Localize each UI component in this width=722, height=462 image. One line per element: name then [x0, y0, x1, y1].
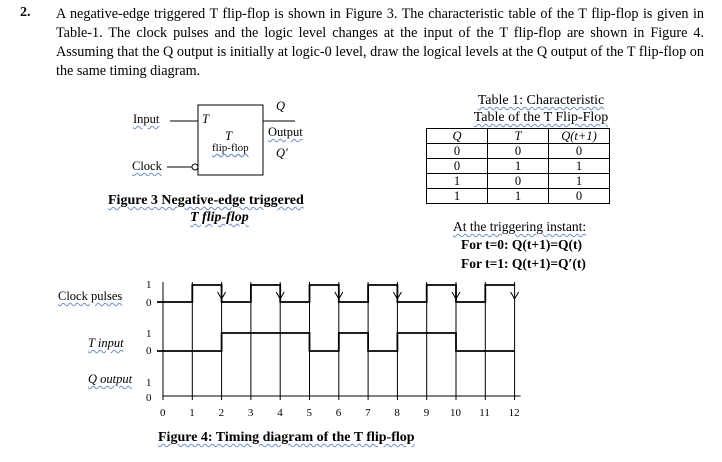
- time-tick-label: 5: [306, 407, 312, 419]
- rule-t0: For t=0: Q(t+1)=Q(t): [461, 237, 583, 252]
- t-pin-label: T: [202, 112, 209, 126]
- clock-level-low: 0: [146, 297, 152, 309]
- block-name: T: [225, 129, 232, 143]
- table-cell: 0: [427, 144, 488, 159]
- time-tick-label: 6: [335, 407, 342, 419]
- clock-label: Clock: [132, 159, 162, 173]
- t-level-high: 1: [146, 328, 152, 340]
- table-header: Q: [427, 129, 488, 144]
- t-level-low: 0: [146, 345, 152, 357]
- input-label: Input: [133, 112, 160, 126]
- table-cell: 1: [427, 189, 488, 204]
- table-cell: 0: [427, 159, 488, 174]
- time-tick-label: 9: [423, 407, 430, 419]
- t-input-label: T input: [88, 336, 124, 350]
- q-label: Q: [276, 99, 286, 113]
- clock-level-high: 1: [146, 279, 152, 291]
- time-tick-label: 0: [160, 407, 166, 419]
- time-tick-label: 7: [365, 407, 371, 419]
- output-label: Output: [268, 125, 303, 139]
- block-subtitle: flip-flop: [212, 142, 249, 154]
- figure3-caption: Figure 3 Negative-edge triggered: [108, 193, 304, 208]
- table-cell: 1: [488, 189, 549, 204]
- question-text: A negative-edge triggered T flip-flop is shown in Figure 3. The characteristic table of the T flip-flop is given in Table-1. The clock pulses and the logic level changes at the input of the T flip-flop are shown in Figure 4. Assuming that the Q output is initially at logic-0 level, draw the logical levels at the Q output of the T flip-flop on the same timing diagram.: [56, 6, 704, 79]
- q-level-high: 1: [146, 377, 152, 389]
- table-cell: 1: [549, 174, 610, 189]
- table-header: T: [488, 129, 549, 144]
- figure3-caption-line2: T flip-flop: [190, 210, 249, 225]
- time-tick-label: 12: [508, 407, 520, 419]
- clock-pulses-label: Clock pulses: [58, 289, 123, 303]
- time-tick-label: 2: [218, 407, 225, 419]
- figure4-caption: Figure 4: Timing diagram of the T flip-flop: [158, 430, 415, 445]
- trigger-heading: At the triggering instant:: [453, 219, 587, 234]
- time-tick-label: 1: [189, 407, 195, 419]
- rule-t1: For t=1: Q(t+1)=Q′(t): [461, 256, 586, 271]
- table-cell: 1: [488, 159, 549, 174]
- table-title-line2: Table of the T Flip-Flop: [473, 110, 609, 125]
- table-header: Q(t+1): [549, 129, 610, 144]
- q-bar-label: Q′: [276, 146, 288, 160]
- time-tick-label: 4: [277, 407, 283, 419]
- time-tick-label: 3: [247, 407, 254, 419]
- table-cell: 0: [549, 144, 610, 159]
- table-cell: 1: [549, 159, 610, 174]
- t-input-waveform: [157, 333, 515, 351]
- time-tick-label: 8: [394, 407, 400, 419]
- table-cell: 0: [488, 174, 549, 189]
- question-number: 2.: [20, 5, 31, 20]
- table-cell: 0: [549, 189, 610, 204]
- table-title: Table 1: Characteristic: [477, 93, 605, 108]
- q-level-low: 0: [146, 392, 152, 404]
- time-tick-label: 11: [479, 407, 490, 419]
- time-tick-label: 10: [450, 407, 461, 419]
- q-output-label: Q output: [88, 372, 133, 386]
- table-cell: 0: [488, 144, 549, 159]
- table-cell: 1: [427, 174, 488, 189]
